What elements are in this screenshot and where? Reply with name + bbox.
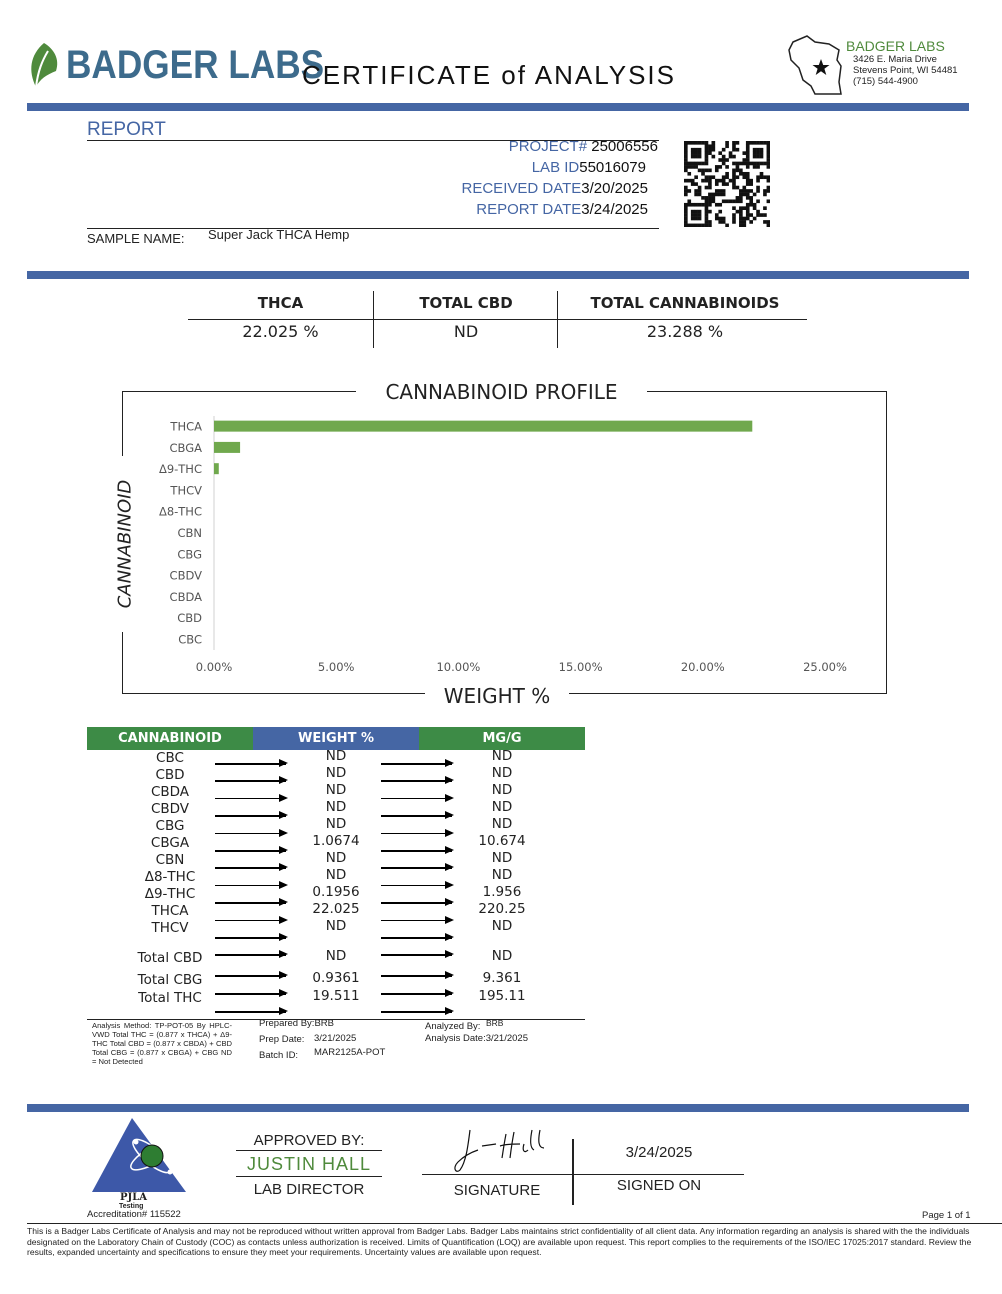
table-bottom-rule xyxy=(87,1019,585,1020)
chart-category-label: CBGA xyxy=(169,440,202,455)
chart-x-tick-label: 15.00% xyxy=(558,660,603,674)
project-value: 25006556 xyxy=(591,138,658,155)
table-row-weight: 1.0674 xyxy=(312,833,360,849)
row-arrow xyxy=(381,920,452,922)
table-row-mgg: 220.25 xyxy=(478,901,526,917)
table-row-name: CBDV xyxy=(150,801,190,817)
accreditation-number: Accreditation# 115522 xyxy=(87,1209,181,1220)
table-header-mgg: MG/G xyxy=(419,727,585,750)
approved-by-label: APPROVED BY: xyxy=(253,1132,365,1149)
row-arrow xyxy=(215,937,286,939)
row-arrow xyxy=(381,815,452,817)
approver-rule xyxy=(236,1176,382,1177)
analysis-date: Analysis Date:3/21/2025 xyxy=(425,1033,528,1044)
chart-x-tick-label: 25.00% xyxy=(803,660,847,674)
page-title: CERTIFICATE of ANALYSIS xyxy=(302,60,676,90)
row-arrow xyxy=(215,867,286,869)
table-row-mgg: ND xyxy=(491,850,513,866)
row-arrow xyxy=(381,763,452,765)
table-row-name: CBDA xyxy=(150,784,190,800)
chart-category-label: THCV xyxy=(170,483,202,498)
signature-image xyxy=(448,1122,558,1178)
chart-category-label: CBDV xyxy=(169,568,202,583)
signature-divider xyxy=(572,1139,574,1205)
chart-bar xyxy=(214,442,240,453)
row-arrow xyxy=(381,902,452,904)
row-arrow xyxy=(381,833,452,835)
table-row-weight: ND xyxy=(325,765,347,781)
chart-category-label: Δ8-THC xyxy=(158,504,202,519)
lab-id-label: LAB ID xyxy=(531,159,580,176)
table-row-mgg: ND xyxy=(491,867,513,883)
address-phone: (715) 544-4900 xyxy=(853,76,918,87)
received-value: 3/20/2025 xyxy=(581,180,648,197)
table-row-weight: ND xyxy=(325,850,347,866)
row-arrow xyxy=(381,885,452,887)
chart-category-label: CBN xyxy=(177,526,202,540)
prep-date-label: Prep Date: xyxy=(259,1034,305,1045)
row-arrow xyxy=(381,850,452,852)
brand-name: BADGER LABS xyxy=(66,42,325,87)
table-row-weight: ND xyxy=(325,918,347,934)
analysis-method: Analysis Method: TP-POT-05 By HPLC-VWD Total THC = (0.877 x THCA) + Δ9-THC Total CBD = (0.877 x CBDA) + CBD Total CBG = (0.877 x CBGA) + CBG ND = Not Detected xyxy=(92,1021,232,1066)
row-arrow xyxy=(381,1011,452,1013)
row-arrow xyxy=(381,937,452,939)
table-header-weight: WEIGHT % xyxy=(253,727,419,750)
table-row-mgg: 10.674 xyxy=(478,833,526,849)
summary-cbd-value: ND xyxy=(453,322,479,341)
summary-total-label: TOTAL CANNABINOIDS xyxy=(590,294,780,312)
address-street: 3426 E. Maria Drive xyxy=(853,54,937,65)
row-arrow xyxy=(215,763,286,765)
chart-category-label: CBC xyxy=(178,632,202,647)
row-arrow xyxy=(381,954,452,956)
row-arrow xyxy=(381,867,452,869)
row-arrow xyxy=(215,993,286,995)
row-arrow xyxy=(215,798,286,800)
row-arrow xyxy=(215,850,286,852)
row-arrow xyxy=(215,902,286,904)
table-row-name: Δ8-THC xyxy=(144,869,196,885)
row-arrow xyxy=(215,815,286,817)
summary-total-value: 23.288 % xyxy=(646,322,724,341)
row-arrow xyxy=(215,920,286,922)
page-number: Page 1 of 1 xyxy=(922,1210,971,1221)
table-row-mgg: ND xyxy=(491,816,513,832)
table-row-weight: 22.025 xyxy=(312,901,360,917)
signed-on-label: SIGNED ON xyxy=(616,1177,702,1194)
approver-name: JUSTIN HALL xyxy=(246,1154,372,1174)
sample-name-value: Super Jack THCA Hemp xyxy=(208,227,350,242)
table-row-weight: 0.1956 xyxy=(312,884,360,900)
row-arrow xyxy=(381,798,452,800)
table-header-cannabinoid: CANNABINOID xyxy=(87,727,253,750)
table-row-weight: ND xyxy=(325,816,347,832)
disclaimer-text: This is a Badger Labs Certificate of Analysis and may not be reproduced without written approval from Badger Labs. Badger Labs maintains strict confidentiality of all client data. Any information regarding an analysis is shared with the the individuals designated on the Laboratory Chain of Custody (COC) as contacts unless authorization is received. Limits of Quantification (LOQ) are available upon request. This report complies to the requirements of the ISO/IEC 17025:2017 standard. Review the results, expanded uncertainty and specifications to ensure they meet your requirements. Uncertainty values are available upon request. xyxy=(27,1226,972,1257)
table-row-name: THCA xyxy=(151,903,189,919)
table-row-name: Δ9-THC xyxy=(144,886,196,902)
table-row-name: CBG xyxy=(155,818,185,834)
row-arrow xyxy=(381,993,452,995)
summary-cbd-label: TOTAL CBD xyxy=(419,294,513,312)
signature-label: SIGNATURE xyxy=(453,1182,541,1199)
chart-category-label: Δ9-THC xyxy=(158,462,202,477)
chart-x-tick-label: 20.00% xyxy=(680,660,725,674)
table-row-mgg: ND xyxy=(491,748,513,764)
chart-category-label: CBD xyxy=(177,611,202,626)
row-arrow xyxy=(215,885,286,887)
report-date-label: REPORT DATE xyxy=(476,201,582,218)
chart-title: CANNABINOID PROFILE xyxy=(356,376,647,408)
row-arrow xyxy=(381,780,452,782)
address-city: Stevens Point, WI 54481 xyxy=(853,65,958,76)
table-row-weight: 19.511 xyxy=(312,988,360,1004)
table-row-name: Total CBG xyxy=(137,972,203,988)
signed-rule xyxy=(573,1174,744,1175)
pjla-logo-icon xyxy=(90,1116,190,1198)
table-row-mgg: 9.361 xyxy=(482,970,522,986)
chart-category-label: CBG xyxy=(177,547,202,562)
address-name: BADGER LABS xyxy=(846,38,945,54)
analyzed-by-value: BRB xyxy=(486,1018,504,1028)
table-row-weight: ND xyxy=(325,948,347,964)
table-row-mgg: ND xyxy=(491,918,513,934)
report-label: REPORT xyxy=(87,119,166,140)
row-arrow xyxy=(215,975,286,977)
table-row-weight: ND xyxy=(325,867,347,883)
signature-rule xyxy=(422,1174,572,1175)
chart-x-tick-label: 5.00% xyxy=(317,660,355,674)
analyzed-by-label: Analyzed By: xyxy=(425,1021,481,1032)
batch-id-label: Batch ID: xyxy=(259,1050,299,1061)
prep-date-value: 3/21/2025 xyxy=(314,1033,357,1044)
row-arrow xyxy=(215,780,286,782)
chart-bar xyxy=(214,463,219,474)
lab-id-value: 55016079 xyxy=(579,159,646,176)
table-row-mgg: ND xyxy=(491,948,513,964)
table-row-name: THCV xyxy=(151,920,189,936)
signed-date: 3/24/2025 xyxy=(625,1144,693,1161)
chart-x-tick-label: 10.00% xyxy=(436,660,481,674)
footer-divider xyxy=(27,1104,969,1112)
disclaimer-rule xyxy=(27,1223,1002,1224)
approved-rule xyxy=(236,1150,382,1151)
summary-thca-label: THCA xyxy=(257,294,304,312)
summary-thca-value: 22.025 % xyxy=(242,322,319,341)
chart-bar xyxy=(214,421,752,432)
project-label: PROJECT# xyxy=(508,138,588,155)
row-arrow xyxy=(215,1011,286,1013)
table-row-mgg: ND xyxy=(491,782,513,798)
pjla-sub: Testing xyxy=(119,1203,144,1210)
chart-category-label: THCA xyxy=(170,419,202,434)
chart-category-label: CBDA xyxy=(169,589,202,604)
table-row-name: CBC xyxy=(156,750,184,766)
received-label: RECEIVED DATE xyxy=(461,180,582,197)
table-row-mgg: ND xyxy=(491,765,513,781)
chart-y-title: CANNABINOID xyxy=(114,479,136,609)
chart-x-title: WEIGHT % xyxy=(425,680,569,712)
table-row-name: Total THC xyxy=(138,990,202,1006)
sample-name-label: SAMPLE NAME: xyxy=(87,231,185,246)
table-row-mgg: ND xyxy=(491,799,513,815)
table-row-weight: ND xyxy=(325,799,347,815)
prepared-by: Prepared By:BRB xyxy=(259,1018,334,1029)
table-row-weight: 0.9361 xyxy=(312,970,360,986)
table-row-name: Total CBD xyxy=(137,950,203,966)
chart-x-tick-label: 0.00% xyxy=(195,660,233,674)
pjla-label: PJLA xyxy=(120,1192,148,1203)
row-arrow xyxy=(215,954,286,956)
table-row-name: CBGA xyxy=(150,835,190,851)
table-row-weight: ND xyxy=(325,748,347,764)
table-row-mgg: 1.956 xyxy=(482,884,522,900)
row-arrow xyxy=(215,833,286,835)
table-row-name: CBD xyxy=(155,767,185,783)
table-row-weight: ND xyxy=(325,782,347,798)
batch-id-value: MAR2125A-POT xyxy=(314,1047,386,1058)
table-row-name: CBN xyxy=(155,852,185,868)
report-date-value: 3/24/2025 xyxy=(581,201,648,218)
row-arrow xyxy=(381,975,452,977)
chart-y-title-box xyxy=(108,456,142,632)
table-row-mgg: 195.11 xyxy=(478,988,526,1004)
approver-role: LAB DIRECTOR xyxy=(253,1181,365,1198)
